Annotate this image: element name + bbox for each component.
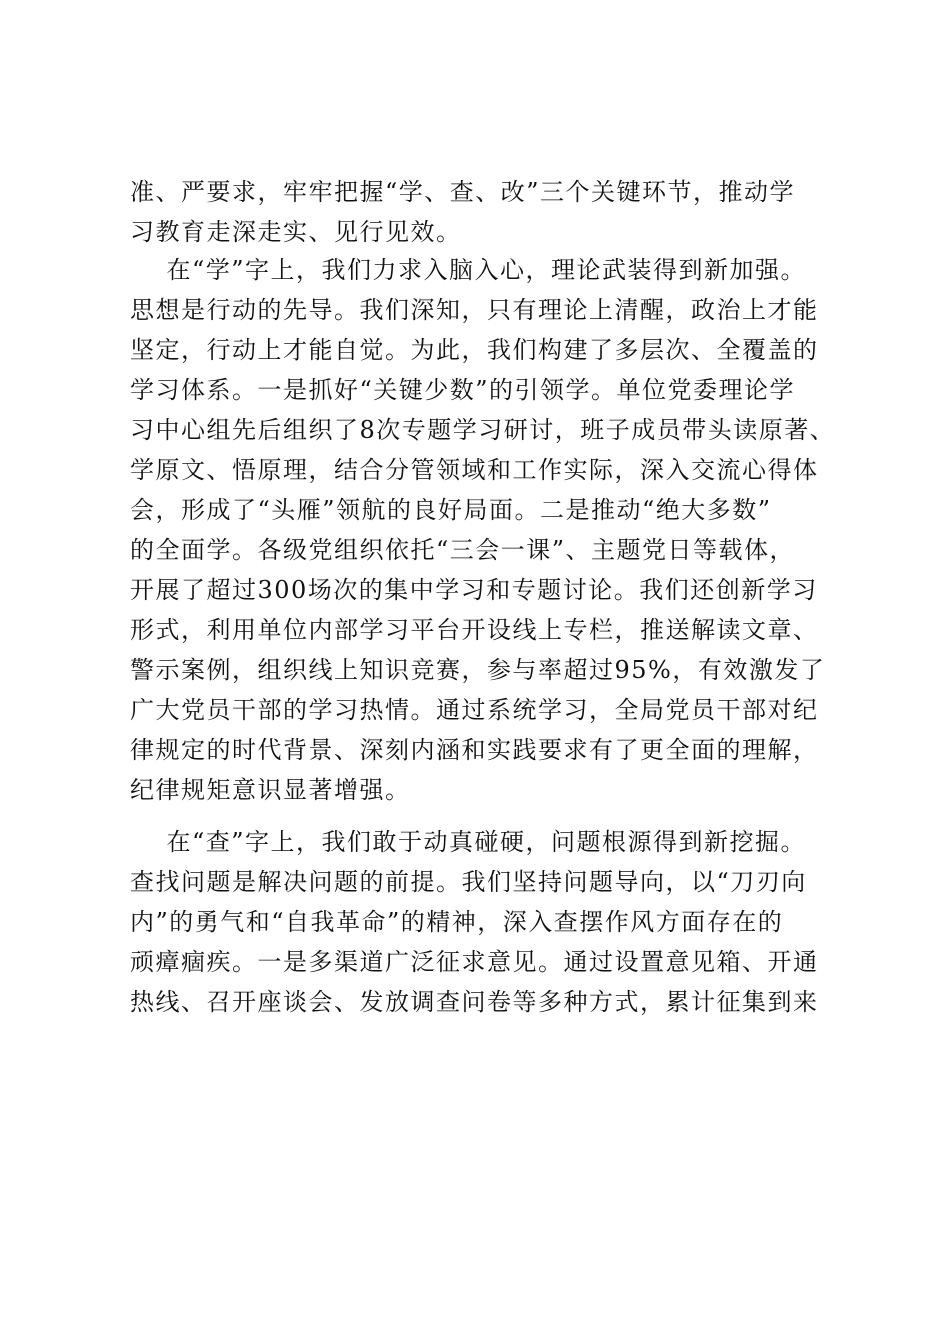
text-line: 查找问题是解决问题的前提。我们坚持问题导向，以“刀刃向: [130, 868, 807, 896]
text-line: 习教育走深走实、见行见效。: [130, 218, 462, 246]
text-line: 学原文、悟原理，结合分管领域和工作实际，深入交流心得体: [130, 456, 819, 484]
text-line: 准、严要求，牢牢把握“学、查、改”三个关键环节，推动学: [130, 178, 796, 206]
text-line: 的全面学。各级党组织依托“三会一课”、主题党日等载体，: [130, 536, 796, 564]
text-line: 警示案例，组织线上知识竞赛，参与率超过95%，有效激发了: [130, 656, 826, 684]
paragraph-2: [130, 250, 834, 810]
text-line: 思想是行动的先导。我们深知，只有理论上清醒，政治上才能: [130, 296, 819, 324]
text-line: 在“查”字上，我们敢于动真碰硬，问题根源得到新挖掘。: [130, 828, 807, 856]
text-line: 在“学”字上，我们力求入脑入心，理论武装得到新加强。: [130, 256, 807, 284]
paragraph-1: [130, 172, 834, 252]
text-line: 坚定，行动上才能自觉。为此，我们构建了多层次、全覆盖的: [130, 336, 819, 364]
text-line: 习中心组先后组织了8次专题学习研讨，班子成员带头读原著、: [130, 416, 836, 444]
text-line: 开展了超过300场次的集中学习和专题讨论。我们还创新学习: [130, 576, 818, 604]
text-line: 学习体系。一是抓好“关键少数”的引领学。单位党委理论学: [130, 376, 796, 404]
text-line: 形式，利用单位内部学习平台开设线上专栏，推送解读文章、: [130, 616, 819, 644]
text-line: 律规定的时代背景、深刻内涵和实践要求有了更全面的理解，: [130, 736, 819, 764]
text-line: 顽瘴痼疾。一是多渠道广泛征求意见。通过设置意见箱、开通: [130, 948, 819, 976]
paragraph-3: [130, 822, 834, 1022]
text-line: 内”的勇气和“自我革命”的精神，深入查摆作风方面存在的: [130, 908, 784, 936]
text-line: 热线、召开座谈会、发放调查问卷等多种方式，累计征集到来: [130, 988, 819, 1016]
text-line: 广大党员干部的学习热情。通过系统学习，全局党员干部对纪: [130, 696, 819, 724]
text-line: 纪律规矩意识显著增强。: [130, 776, 411, 804]
text-line: 会，形成了“头雁”领航的良好局面。二是推动“绝大多数”: [130, 496, 772, 524]
